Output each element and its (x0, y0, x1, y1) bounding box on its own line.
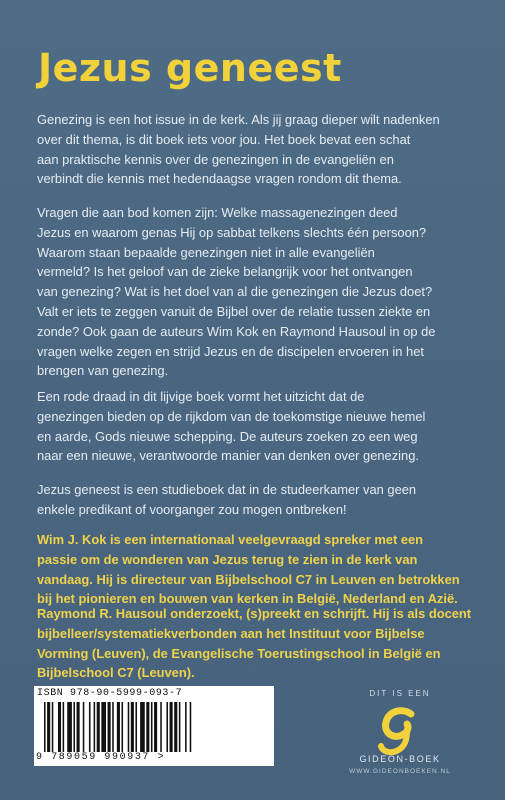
text-line: vermeld? Is het geloof van de zieke belangrijk voor het ontvangen (37, 264, 413, 280)
text-line: bij het pionieren en bouwen van kerken in België, Nederland en Azië. (37, 591, 458, 607)
barcode-bar (97, 702, 100, 752)
text-line: passie om de wonderen van Jezus terug te zien in de kerk van (37, 551, 418, 567)
barcode-bar (166, 702, 168, 752)
text-line: Vorming (Leuven), de Evangelische Toerustingschool in België en (37, 645, 441, 661)
text-line: vragen welke zegen en strijd Jezus en de discipelen ervoeren in het (37, 343, 424, 359)
barcode-bar (154, 702, 157, 752)
barcode-bar (135, 702, 137, 752)
author-bio-raymond-hausoul (37, 604, 489, 683)
text-line: naar een nieuwe, verantwoorde manier van denken over genezing. (37, 448, 419, 464)
publisher-name: GIDEON-BOEK (359, 754, 441, 764)
barcode-bar (58, 702, 61, 752)
barcode-bar (146, 702, 149, 752)
author-bio-wim-kok (37, 530, 489, 609)
text-line: Raymond R. Hausoul onderzoekt, (s)preekt en schrijft. Hij is als docent (37, 606, 472, 621)
blurb-paragraph-2 (37, 203, 489, 381)
publisher-website: WWW.GIDEONBOEKEN.NL (349, 768, 451, 775)
text-line: Jezus en waarom genas Hij op sabbat telkens slechts één persoon? (37, 224, 427, 240)
isbn-barcode (34, 686, 274, 766)
barcode-bar (73, 702, 75, 752)
barcode-digits: 9 789059 990937 > (36, 752, 166, 763)
barcode-bar (140, 702, 145, 752)
publisher-tagline: DIT IS EEN (369, 689, 431, 698)
text-line: Genezing is een hot issue in de kerk. Als jij graag dieper wilt nadenken (37, 112, 440, 127)
text-line: en aarde, Gods nieuwe schepping. De auteurs zoeken zo een weg (37, 428, 418, 444)
barcode-bar (47, 702, 50, 752)
text-line: genezingen bieden op de rijkdom van de toekomstige nieuwe hemel (37, 408, 426, 424)
barcode-bar (67, 702, 72, 752)
barcode-bar (77, 702, 80, 752)
barcode-bar (170, 702, 173, 752)
blurb-paragraph-4 (37, 480, 489, 520)
barcode-bar (190, 702, 192, 752)
barcode-bar (101, 702, 106, 752)
text-line: Een rode draad in dit lijvige boek vormt het uitzicht dat de (37, 389, 365, 404)
barcode-bars (44, 702, 266, 752)
gideon-g-logo-icon (373, 702, 429, 758)
text-line: Valt er iets te zeggen vanuit de Bijbel over de relatie tussen ziekte en (37, 303, 431, 319)
barcode-bar (131, 702, 134, 752)
barcode-bar (52, 702, 54, 752)
book-title: Jezus geneest (38, 46, 342, 90)
text-line: Jezus geneest is een studieboek dat in de studeerkamer van geen (37, 482, 417, 497)
blurb-paragraph-3 (37, 387, 489, 466)
barcode-bar (83, 702, 85, 752)
text-line: brengen van genezing. (37, 363, 169, 379)
barcode-bar (185, 702, 187, 752)
text-line: enkele predikant of voorganger zou mogen ontbreken! (37, 501, 347, 517)
barcode-bar (44, 702, 46, 752)
text-line: Wim J. Kok is een internationaal veelgevraagd spreker met een (37, 532, 424, 547)
barcode-bar (122, 702, 124, 752)
barcode-bar (63, 702, 65, 752)
text-line: bijbelleer/systematiekverbonden aan het Instituut voor Bijbelse (37, 625, 425, 641)
text-line: Waarom staan bepaalde genezingen niet in alle evangeliën (37, 244, 375, 260)
barcode-bar (112, 702, 114, 752)
barcode-bar (89, 702, 91, 752)
blurb-paragraph-1 (37, 110, 489, 189)
text-line: aan praktische kennis over de genezingen in de evangeliën en (37, 151, 394, 167)
barcode-bar (179, 702, 181, 752)
text-line: Vragen die aan bod komen zijn: Welke massagenezingen deed (37, 205, 398, 220)
text-line: verbindt die kennis met hedendaagse vragen rondom dit thema. (37, 171, 402, 187)
text-line: over dit thema, is dit boek iets voor jou. Het boek bevat een schat (37, 131, 411, 147)
text-line: van genezing? Wat is het doel van al die genezingen die Jezus doet? (37, 284, 433, 300)
barcode-bar (160, 702, 162, 752)
barcode-bar (174, 702, 177, 752)
barcode-bar (128, 702, 130, 752)
text-line: Bijbelschool C7 (Leuven). (37, 665, 195, 681)
text-line: zonde? Ook gaan de auteurs Wim Kok en Raymond Hausoul in op de (37, 323, 436, 339)
text-line: vandaag. Hij is directeur van Bijbelschool C7 in Leuven en betrokken (37, 571, 460, 587)
barcode-bar (117, 702, 120, 752)
barcode-bar (94, 702, 96, 752)
barcode-bar (151, 702, 153, 752)
isbn-label: ISBN 978-90-5999-093-7 (37, 688, 183, 699)
barcode-bar (108, 702, 111, 752)
